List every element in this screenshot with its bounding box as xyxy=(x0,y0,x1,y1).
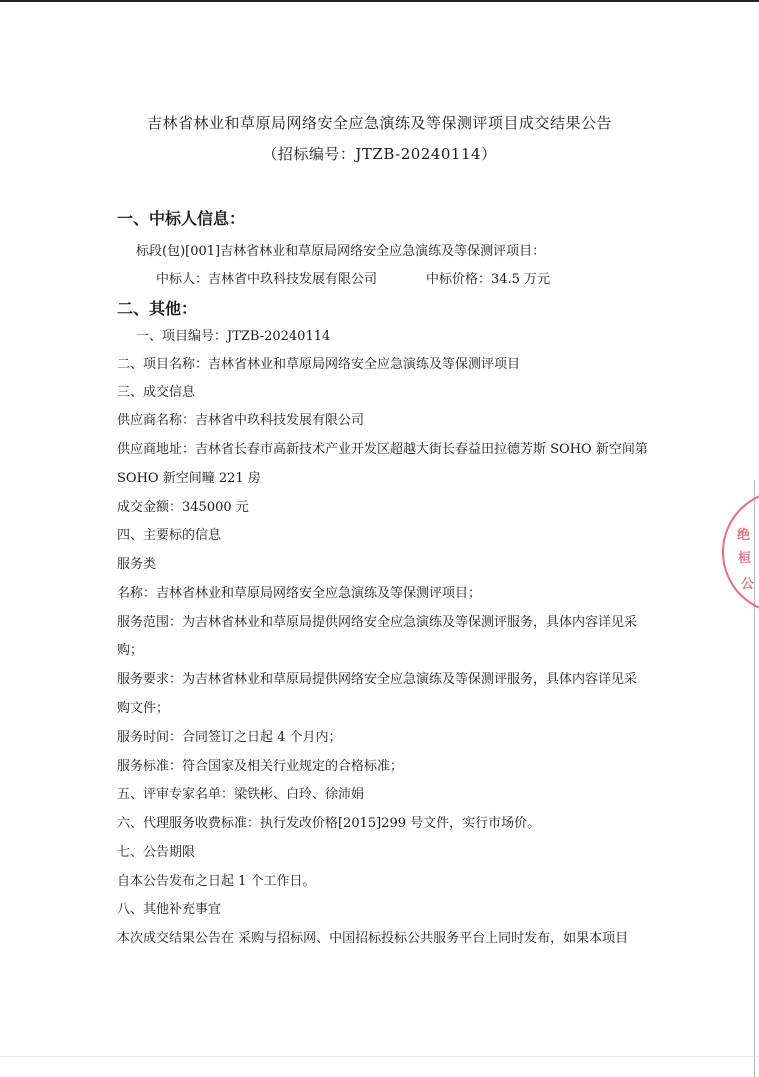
body-line: 七、公告期限 xyxy=(117,845,196,860)
body-line: 供应商名称：吉林省中玖科技发展有限公司 xyxy=(117,413,365,428)
body-line: 服务时间：合同签订之日起 4 个月内； xyxy=(117,730,342,745)
section-other-heading: 二、其他： xyxy=(117,299,198,318)
body-line: 服务范围：为吉林省林业和草原局提供网络安全应急演练及等保测评服务，具体内容详见采 xyxy=(117,615,638,630)
body-line: 购； xyxy=(117,643,144,658)
body-line: SOHO 新空间疃 221 房 xyxy=(117,471,261,486)
tender-number: （招标编号：JTZB-20240114） xyxy=(262,145,497,163)
body-line: 名称：吉林省林业和草原局网络安全应急演练及等保测评项目； xyxy=(117,586,482,601)
body-line: 购文件； xyxy=(117,701,170,716)
winner-price: 中标价格：34.5 万元 xyxy=(426,272,551,287)
body-line: 五、评审专家名单：梁铁彬、白玲、徐沛娟 xyxy=(117,787,365,802)
section-winner-heading: 一、中标人信息： xyxy=(117,209,246,228)
body-line: 二、项目名称：吉林省林业和草原局网络安全应急演练及等保测评项目 xyxy=(117,357,521,372)
lot-line: 标段(包)[001]吉林省林业和草原局网络安全应急演练及等保测评项目： xyxy=(136,244,546,259)
body-line: 成交金额：345000 元 xyxy=(117,500,249,515)
body-line: 服务要求：为吉林省林业和草原局提供网络安全应急演练及等保测评服务，具体内容详见采 xyxy=(117,672,638,687)
body-line: 三、成交信息 xyxy=(117,385,196,400)
body-line: 四、主要标的信息 xyxy=(117,528,222,543)
body-line: 供应商地址：吉林省长春市高新技术产业开发区超越大街长春益田拉德芳斯 SOHO 新空间第 xyxy=(117,442,648,457)
seal-char: 绝 xyxy=(737,528,751,543)
body-line: 八、其他补充事宜 xyxy=(117,902,222,917)
body-line: 自本公告发布之日起 1 个工作日。 xyxy=(117,874,316,889)
body-line: 本次成交结果公告在 采购与招标网、中国招标投标公共服务平台上同时发布，如果本项目 xyxy=(117,931,629,946)
seal-char: 桓 xyxy=(738,551,752,566)
body-line: 服务标准：符合国家及相关行业规定的合格标准； xyxy=(117,759,404,774)
winner-name: 中标人：吉林省中玖科技发展有限公司 xyxy=(156,272,378,287)
bottom-border-line xyxy=(0,1056,759,1057)
top-border-line xyxy=(0,0,759,2)
body-line: 六、代理服务收费标准：执行发改价格[2015]299 号文件，实行市场价。 xyxy=(117,816,541,831)
body-line: 一、项目编号：JTZB-20240114 xyxy=(136,329,331,344)
document-title: 吉林省林业和草原局网络安全应急演练及等保测评项目成交结果公告 xyxy=(146,114,612,132)
body-line: 服务类 xyxy=(117,557,157,572)
seal-char: 公 xyxy=(741,577,755,592)
